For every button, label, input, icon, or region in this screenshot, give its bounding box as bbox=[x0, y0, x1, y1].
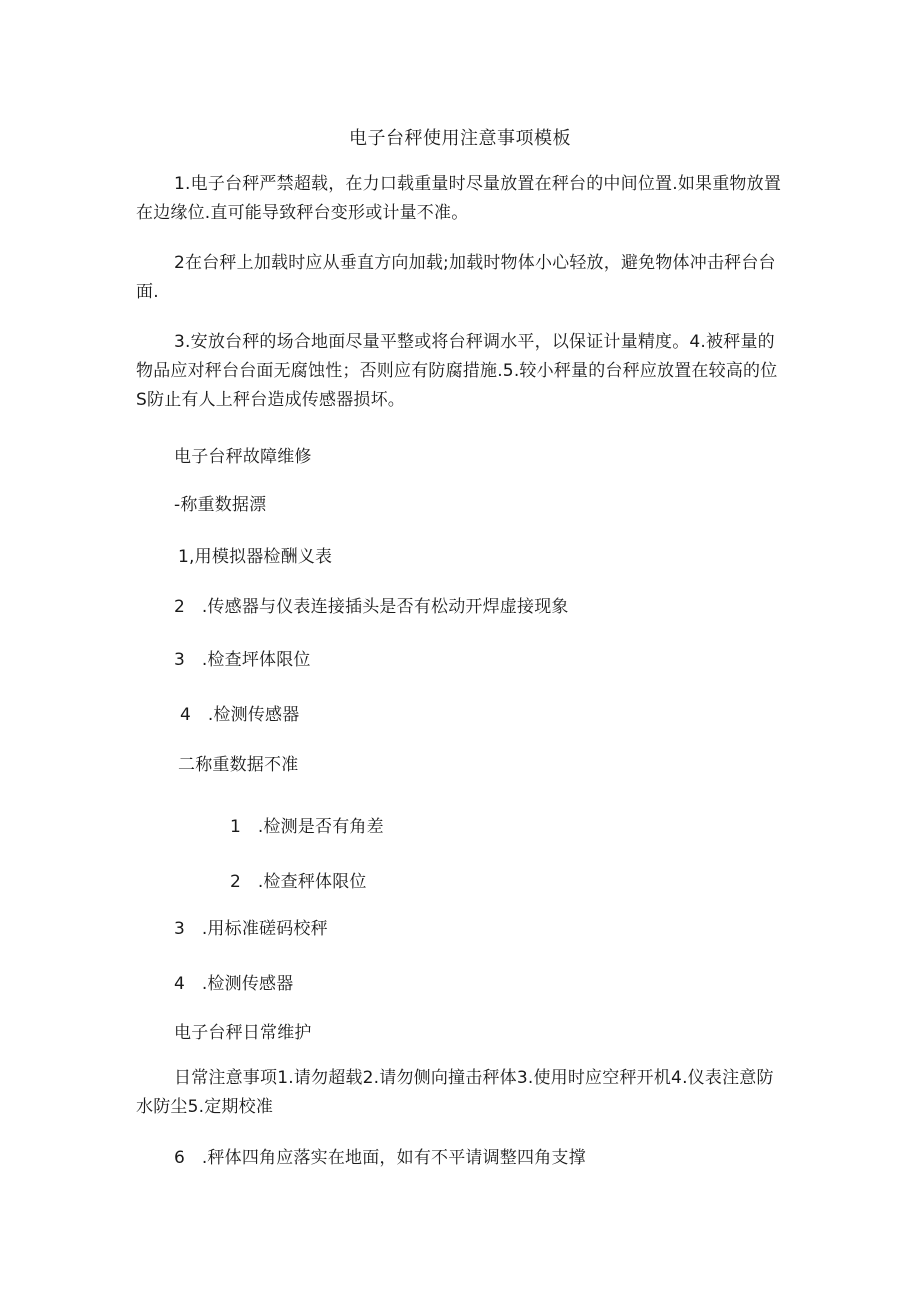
section2-item-2: 2 .检查秤体限位 bbox=[230, 872, 367, 892]
section1-item-1: 1,用模拟器检酬义表 bbox=[178, 547, 333, 567]
section2-item-1: 1 .检测是否有角差 bbox=[230, 817, 384, 837]
section2-item-4: 4 .检测传感器 bbox=[174, 974, 294, 994]
section1-item-3: 3 .检查坪体限位 bbox=[174, 650, 311, 670]
section2-title: 二称重数据不准 bbox=[178, 755, 299, 775]
maintenance-notes: 日常注意事项1.请勿超载2.请勿侧向撞击秤体3.使用时应空秤开机4.仪表注意防水防尘5.定期校准 bbox=[136, 1068, 774, 1117]
section2-item-3: 3 .用标准磋码校秤 bbox=[174, 919, 328, 939]
maintenance-heading: 电子台秤日常维护 bbox=[174, 1023, 312, 1043]
paragraph-1: 1.电子台秤严禁超载，在力口载重量时尽量放置在秤台的中间位置.如果重物放置在边缘位.直可能导致秤台变形或计量不准。 bbox=[136, 174, 782, 223]
paragraph-2: 2在台秤上加载时应从垂直方向加载;加载时物体小心轻放，避免物体冲击秤台台面. bbox=[136, 253, 776, 302]
maintenance-item-6: 6 .秤体四角应落实在地面，如有不平请调整四角支撑 bbox=[174, 1148, 586, 1168]
section1-title: -称重数据漂 bbox=[174, 495, 267, 515]
section1-item-2: 2 .传感器与仪表连接插头是否有松动开焊虚接现象 bbox=[174, 597, 569, 617]
section1-item-4: 4 .检测传感器 bbox=[180, 705, 300, 725]
paragraph-3: 3.安放台秤的场合地面尽量平整或将台秤调水平，以保证计量精度。4.被秤量的物品应对秤台台面无腐蚀性；否则应有防腐措施.5.较小秤量的台秤应放置在较高的位S防止有人上秤台造成传感器损坏。 bbox=[136, 332, 778, 410]
document-title: 电子台秤使用注意事项模板 bbox=[349, 128, 571, 149]
repair-heading: 电子台秤故障维修 bbox=[174, 447, 312, 467]
